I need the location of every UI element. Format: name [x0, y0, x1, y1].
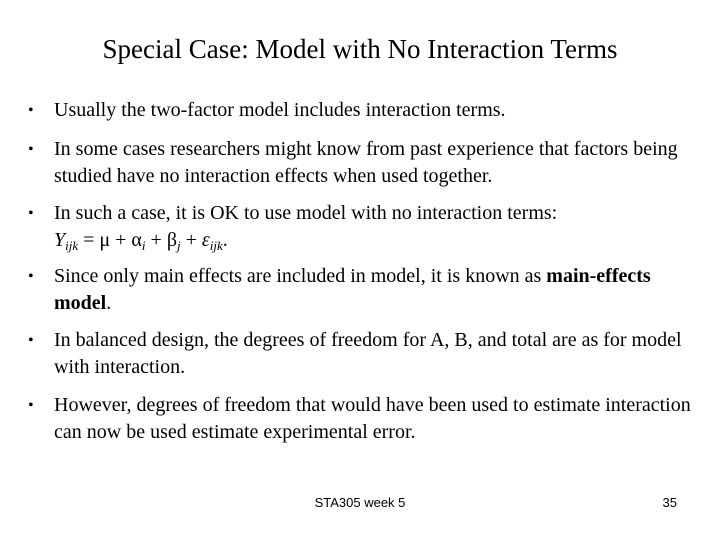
bullet-text-bold-term: main-effects model: [54, 265, 651, 314]
bullet-item: [28, 263, 708, 317]
bullet-text: [54, 200, 708, 259]
formula-period: .: [222, 229, 228, 251]
bullet-text: However, degrees of freedom that would have been used to estimate interaction can now be used estimate experimental error.: [54, 394, 691, 443]
formula-equals: =: [78, 229, 100, 251]
formula-alpha-subscript: i: [141, 238, 146, 253]
bullet-item: [28, 136, 708, 190]
formula-plus: +: [110, 229, 132, 251]
formula-plus: +: [145, 229, 167, 251]
formula-epsilon-subscript: ijk: [209, 238, 223, 253]
bullet-text: [54, 263, 708, 317]
formula-alpha: α: [131, 229, 142, 251]
bullet-item: [28, 97, 708, 124]
bullet-text: Usually the two-factor model includes interaction terms.: [54, 99, 506, 121]
bullet-text-end: .: [106, 292, 112, 314]
bullet-icon: •: [28, 102, 34, 119]
bullet-text-intro: In such a case, it is OK to use model with no interaction terms:: [54, 202, 558, 224]
bullet-item: [28, 392, 708, 446]
bullet-item: [28, 327, 708, 381]
formula-mu: μ: [99, 229, 111, 251]
formula-plus: +: [180, 229, 202, 251]
formula-epsilon: ε: [201, 229, 210, 251]
page-number: 35: [662, 495, 677, 510]
bullet-text: In balanced design, the degrees of freedom for A, B, and total are as for model with interaction.: [54, 329, 682, 378]
formula-beta: β: [166, 229, 177, 251]
formula-beta-subscript: j: [177, 238, 181, 253]
bullet-text-lead: Since only main effects are included in model, it is known as: [54, 265, 547, 287]
bullet-icon: •: [28, 332, 34, 349]
bullet-icon: •: [28, 397, 34, 414]
bullet-icon: •: [28, 141, 34, 158]
slide-title: Special Case: Model with No Interaction Terms: [102, 34, 618, 64]
footer-course-label: STA305 week 5: [314, 495, 406, 510]
formula-response-subscript: ijk: [65, 238, 79, 253]
bullet-icon: •: [28, 205, 34, 222]
bullet-icon: •: [28, 268, 34, 285]
model-formula: [54, 227, 708, 259]
bullet-item: [28, 200, 708, 259]
formula-response: Y: [54, 229, 66, 251]
bullet-text: In some cases researchers might know from past experience that factors being studied have no interaction effects when used together.: [54, 138, 678, 187]
